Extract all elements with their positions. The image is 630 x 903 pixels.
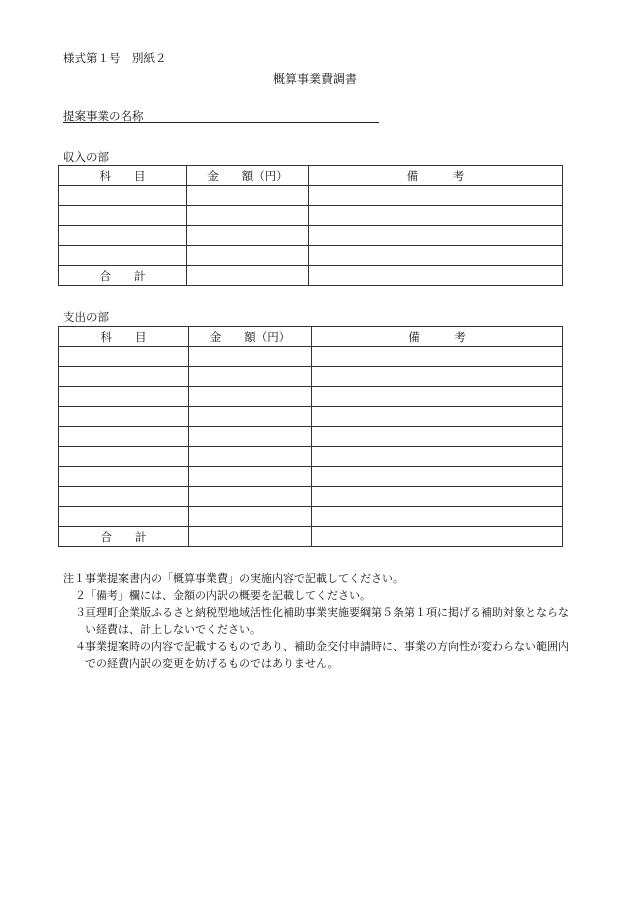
item-cell[interactable]: [59, 407, 189, 427]
item-cell[interactable]: [59, 507, 189, 527]
table-row: [59, 487, 563, 507]
remarks-cell[interactable]: [312, 507, 563, 527]
column-header-remarks: 備 考: [309, 166, 563, 186]
item-cell[interactable]: [59, 387, 189, 407]
project-name-field[interactable]: [63, 122, 379, 123]
item-cell[interactable]: [59, 427, 189, 447]
note-text: 事業提案時の内容で記載するものであり、補助金交付申請時に、事業の方向性が変わらない範囲内での経費内訳の変更を妨げるものではありません。: [85, 640, 569, 670]
table-row: [59, 186, 563, 206]
remarks-cell[interactable]: [312, 467, 563, 487]
amount-cell[interactable]: [189, 407, 312, 427]
page-title: 概算事業費調書: [272, 72, 357, 86]
income-table: [58, 165, 563, 286]
expense-section-title: 支出の部: [63, 310, 109, 324]
note-item: [63, 587, 573, 604]
remarks-cell[interactable]: [309, 226, 563, 246]
amount-cell[interactable]: [189, 387, 312, 407]
table-row: [59, 407, 563, 427]
table-row: [59, 347, 563, 367]
column-header-amount: 金 額（円）: [187, 166, 309, 186]
item-cell[interactable]: [59, 447, 189, 467]
note-item: [63, 604, 573, 638]
amount-cell[interactable]: [189, 427, 312, 447]
remarks-cell[interactable]: [312, 347, 563, 367]
form-number: 様式第１号 別紙２: [63, 51, 167, 65]
amount-cell[interactable]: [189, 347, 312, 367]
amount-cell[interactable]: [187, 226, 309, 246]
amount-cell[interactable]: [187, 246, 309, 266]
table-row: [59, 246, 563, 266]
column-header-amount: 金 額（円）: [189, 327, 312, 347]
amount-cell[interactable]: [189, 507, 312, 527]
notes-section: [63, 570, 573, 672]
total-row: [59, 527, 563, 547]
amount-cell[interactable]: [187, 206, 309, 226]
note-number: ２: [75, 589, 86, 602]
total-label: 合 計: [59, 266, 187, 286]
note-number: ３: [75, 606, 86, 619]
amount-cell[interactable]: [189, 487, 312, 507]
remarks-cell[interactable]: [312, 387, 563, 407]
item-cell[interactable]: [59, 186, 187, 206]
item-cell[interactable]: [59, 367, 189, 387]
table-row: [59, 507, 563, 527]
total-amount-cell[interactable]: [189, 527, 312, 547]
remarks-cell[interactable]: [309, 186, 563, 206]
column-header-item: 科 目: [59, 166, 187, 186]
note-number: 注１: [63, 572, 85, 585]
remarks-cell[interactable]: [312, 367, 563, 387]
table-row: [59, 447, 563, 467]
project-name-label: 提案事業の名称: [63, 109, 144, 123]
remarks-cell[interactable]: [312, 407, 563, 427]
item-cell[interactable]: [59, 487, 189, 507]
table-header-row: [59, 166, 563, 186]
amount-cell[interactable]: [189, 447, 312, 467]
note-item: [63, 570, 573, 587]
remarks-cell[interactable]: [309, 246, 563, 266]
total-row: [59, 266, 563, 286]
table-row: [59, 387, 563, 407]
amount-cell[interactable]: [187, 186, 309, 206]
item-cell[interactable]: [59, 206, 187, 226]
note-text: 「備考」欄には、金額の内訳の概要を記載してください。: [85, 589, 371, 602]
item-cell[interactable]: [59, 347, 189, 367]
note-text: 亘理町企業版ふるさと納税型地域活性化補助事業実施要綱第５条第１項に掲げる補助対象とならない経費は、計上しないでください。: [85, 606, 569, 636]
total-remarks-cell[interactable]: [312, 527, 563, 547]
remarks-cell[interactable]: [312, 427, 563, 447]
remarks-cell[interactable]: [312, 447, 563, 467]
item-cell[interactable]: [59, 246, 187, 266]
item-cell[interactable]: [59, 226, 187, 246]
total-label: 合 計: [59, 527, 189, 547]
income-section-title: 収入の部: [63, 150, 109, 164]
column-header-item: 科 目: [59, 327, 189, 347]
table-row: [59, 206, 563, 226]
amount-cell[interactable]: [189, 367, 312, 387]
expense-table: [58, 326, 563, 547]
note-number: ４: [75, 640, 86, 653]
note-item: [63, 638, 573, 672]
note-text: 事業提案書内の「概算事業費」の実施内容で記載してください。: [85, 572, 404, 585]
table-header-row: [59, 327, 563, 347]
column-header-remarks: 備 考: [312, 327, 563, 347]
table-row: [59, 467, 563, 487]
amount-cell[interactable]: [189, 467, 312, 487]
table-row: [59, 427, 563, 447]
table-row: [59, 226, 563, 246]
total-amount-cell[interactable]: [187, 266, 309, 286]
remarks-cell[interactable]: [312, 487, 563, 507]
total-remarks-cell[interactable]: [309, 266, 563, 286]
table-row: [59, 367, 563, 387]
remarks-cell[interactable]: [309, 206, 563, 226]
item-cell[interactable]: [59, 467, 189, 487]
